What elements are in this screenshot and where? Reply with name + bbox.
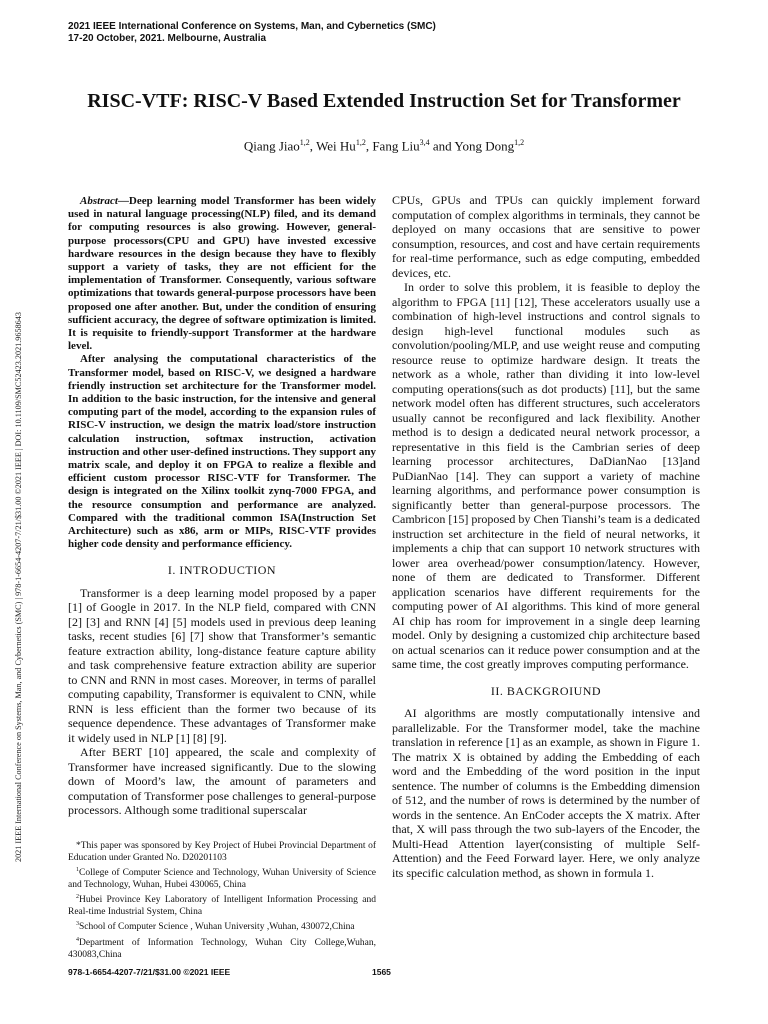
footnote <box>68 935 376 961</box>
footnote <box>68 919 376 934</box>
footnote-sponsor: *This paper was sponsored by Key Project of Hubei Provincial Department of Education under Granted No. D20201103 <box>68 841 376 863</box>
abstract-label: Abstract <box>80 195 118 207</box>
author-name: Qiang Jiao <box>243 138 300 154</box>
intro-paragraph: Transformer is a deep learning model proposed by a paper [1] of Google in 2017. In the NLP field, compared with CNN [2] [3] and RNN [4] [5] models used in previous deep leaning tasks, recent studies [6] [7] show that Transformer’s semantic feature extraction ability, long-distance feature capture ability and task comprehensive feature extraction ability are superior to CNN and RNN in most cases. Moreover, in terms of parallel computing capability, Transformer is equivalent to CNN, while RNN is less efficient than the former two because of its sequence dependence. These advantages of Transformer make it widely used in NLP [1] [8] [9]. <box>68 585 376 745</box>
footnote-mark: 2 <box>76 894 79 901</box>
author-separator: , <box>365 138 373 154</box>
intro-paragraph-continued: CPUs, GPUs and TPUs can quickly implement forward computation of complex algorithms in terminals, they cannot be deployed on many occasions that are sensitive to power consumption, resources, and cost and have certain requirements for real-time performance, such as edge computing, embedded devices, etc. <box>392 193 700 280</box>
left-column <box>68 195 376 818</box>
footnote-text: College of Computer Science and Technology, Wuhan University of Science and Technology, Wuhan, Hubei 430065, China <box>68 868 376 890</box>
author-separator: , <box>309 138 317 154</box>
author-list <box>40 138 728 154</box>
conference-date-location: 17-20 October, 2021. Melbourne, Australia <box>68 33 267 44</box>
footnote-mark: 3 <box>76 921 79 928</box>
page-number: 1565 <box>372 967 391 977</box>
abstract-paragraph <box>68 195 376 353</box>
background-paragraph: AI algorithms are mostly computationally intensive and parallelizable. For the Transformer model, take the machine translation in reference [1] as an example, as shown in Figure 1. The matrix X is obtained by adding the Embedding of each word and the Embedding of the word position in the input sentence. The number of columns is the Embedding dimension of 512, and the number of rows is determined by the number of words in the sentence. An EnCoder accepts the X matrix. After that, X will pass through the two sub-layers of the Encoder, the Multi-Head Attention layer(consisting of multiple Self-Attention) and the Feed Forward layer. Here, we only analyze its specific calculation method, as shown in formula 1. <box>392 706 700 880</box>
conference-name: 2021 IEEE International Conference on Systems, Man, and Cybernetics (SMC) <box>68 21 436 32</box>
author-affiliation: 1,2 <box>355 138 366 147</box>
abstract <box>68 195 376 551</box>
section-heading-background: II. BACKGROIUND <box>490 683 602 698</box>
paper-title: RISC-VTF: RISC-V Based Extended Instruction Set for Transformer <box>87 90 681 112</box>
abstract-paragraph: After analysing the computational characteristics of the Transformer model, based on RISC-V, we designed a hardware friendly instruction set architecture for the Transformer model. In addition to the basic instruction, for the intensive and general computing part of the model, according to the expansion rules of RISC-V instruction, we design the matrix load/store instruction calculation instruction, softmax instruction, activation instruction and other user-defined instructions. They support any matrix scale, and deploy it on FPGA to realize a flexible and efficient custom processor RISC-VTF for Transformer. The design is integrated on the Xilinx toolkit zynq-7000 FPGA, and the resource consumption and performance are analyzed. Compared with the traditional common ISA(Instruction Set Architecture) such as x86, arm or MIPs, RISC-VTF provides higher code density and performance efficiency. <box>68 353 376 551</box>
footnote-mark: 1 <box>76 867 79 873</box>
footnotes <box>68 841 376 962</box>
intro-paragraph: After BERT [10] appeared, the scale and complexity of Transformer have increased significantly. Due to the slowing down of Moord’s law, the amount of parameters and computation of Transformer pose challenges to general-purpose processors. Although some traditional superscalar <box>68 745 376 818</box>
author-name: Wei Hu <box>316 138 356 154</box>
conference-header <box>68 21 708 45</box>
intro-paragraph: In order to solve this problem, it is feasible to deploy the algorithm to FPGA [11] [12], These accelerators usually use a combination of high-level instructions and control signals to design high-level functional modules such as convolution/pooling/MLP, and use weight reuse and computing resource reuse to optimize hardware design. It treats the network as a whole, rather than dividing it into low-level computing operations(such as dot products) [11], but the same network model often has different structures, such accelerators usually cannot be reconfigured and lack flexibility. Another method is to design a dedicated neural network processor, a representative in this field is the Cambrian series of deep learning processor architectures, DaDianNao [13]and PuDianNao [14]. They can support a variety of machine learning algorithms, and performance power consumption is significantly better than general-purpose processors. The Cambricon [15] proposed by Chen Tianshi’s team is a dedicated instruction set architecture in the field of neural networks, it implements a chip that can support 10 network structures with lower area overhead/power consumption/latency. However, none of them are dedicated to Transformer. Different application scenarios have different requirements for the computing power of AI algorithms. This kind of more general AI chip has room for improvement in a single deep learning model. Only by designing a customized chip architecture based on actual scenarios can it reduce power consumption and at the same time, the cost greatly improves computing performance. <box>392 280 700 671</box>
author-affiliation: 3,4 <box>419 138 430 147</box>
footnote-text: Department of Information Technology, Wuhan City College,Wuhan, 430083,China <box>68 938 376 960</box>
author-affiliation: 1,2 <box>299 138 310 147</box>
author-separator: and <box>429 138 455 154</box>
author-name: Yong Dong <box>454 138 515 154</box>
author-name: Fang Liu <box>372 138 420 154</box>
abstract-dash: — <box>117 195 129 207</box>
section-heading-introduction: I. INTRODUCTION <box>167 563 277 578</box>
footnote <box>68 865 376 891</box>
abstract-text: Deep learning model Transformer has been widely used in natural language processing(NLP) filed, and its demand for computing resources is also growing. However, general-purpose processors(CPU and GPU) have invested excessive hardware resources in the design because they have to flexibly support a variety of tasks, they are not efficient for the implementation of Transformer. Consequently, various software optimizations that towards general-purpose processors have been proposed one after another. But, under the condition of ensuring sufficient accuracy, the degree of software optimization is limited. It is requisite to friendly-support Transformer at the hardware level. <box>68 195 376 353</box>
footnote-text: School of Computer Science , Wuhan University ,Wuhan, 430072,China <box>79 922 355 933</box>
footnote <box>68 892 376 918</box>
right-column <box>392 193 700 880</box>
footer-isbn: 978-1-6654-4207-7/21/$31.00 ©2021 IEEE <box>68 967 231 977</box>
footnote-mark: 4 <box>76 936 79 943</box>
author-affiliation: 1,2 <box>514 138 525 147</box>
footnote-text: Hubei Province Key Laboratory of Intelligent Information Processing and Real-time Industrial System, China <box>68 895 376 917</box>
side-identifier: 2021 IEEE International Conference on Systems, Man, and Cybernetics (SMC) | 978-1-6654-4207-7/21/$31.00 ©2021 IEEE | DOI: 10.1109/SMC52423.2021.9658643 <box>14 312 23 862</box>
